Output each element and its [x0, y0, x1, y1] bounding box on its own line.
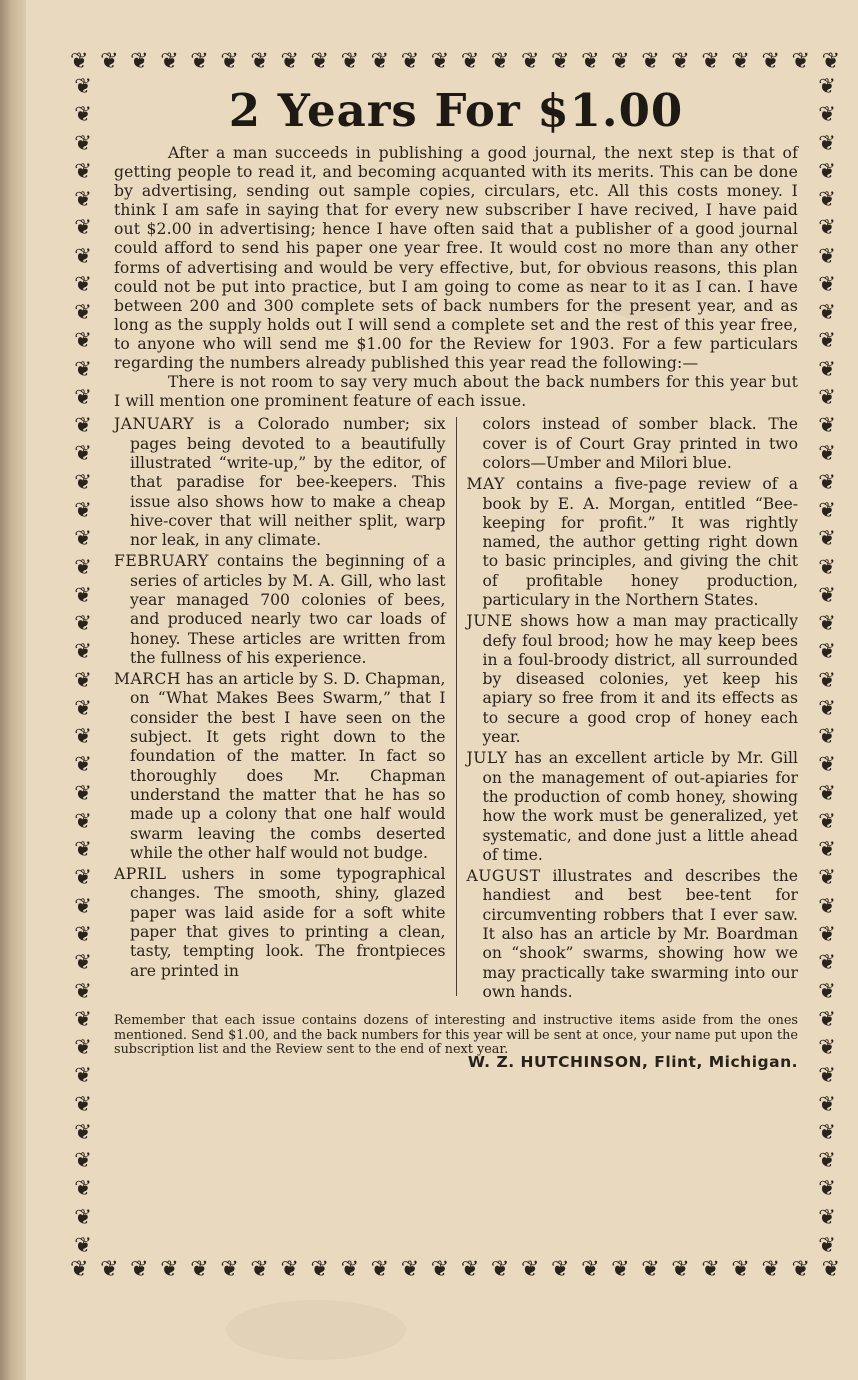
fleuron-ornament-icon: ❦: [340, 49, 359, 74]
fleuron-ornament-icon: ❦: [818, 865, 836, 890]
fleuron-ornament-icon: ❦: [430, 49, 450, 74]
fleuron-ornament-icon: ❦: [818, 187, 836, 212]
fleuron-ornament-icon: ❦: [701, 49, 720, 74]
fleuron-ornament-icon: ❦: [280, 1257, 299, 1282]
fleuron-ornament-icon: ❦: [280, 49, 299, 74]
border-ornament-top: [70, 48, 840, 76]
fleuron-ornament-icon: ❦: [74, 1232, 92, 1256]
fleuron-ornament-icon: ❦: [400, 49, 420, 74]
fleuron-ornament-icon: ❦: [791, 49, 810, 74]
fleuron-ornament-icon: ❦: [818, 950, 836, 975]
fleuron-ornament-icon: ❦: [74, 1176, 92, 1201]
fleuron-ornament-icon: ❦: [490, 1257, 510, 1282]
fleuron-ornament-icon: ❦: [818, 667, 836, 692]
fleuron-ornament-icon: ❦: [818, 1232, 836, 1256]
ornamental-border-frame: [70, 48, 840, 1284]
fleuron-ornament-icon: ❦: [74, 893, 92, 918]
fleuron-ornament-icon: ❦: [818, 130, 836, 155]
fleuron-ornament-icon: ❦: [74, 1063, 92, 1088]
fleuron-ornament-icon: ❦: [818, 1148, 836, 1173]
fleuron-ornament-icon: ❦: [74, 130, 92, 155]
fleuron-ornament-icon: ❦: [250, 49, 269, 74]
fleuron-ornament-icon: ❦: [818, 1204, 836, 1229]
left-column: [114, 415, 456, 1004]
headline: 2 Years For $1.00: [228, 84, 684, 137]
fleuron-ornament-icon: ❦: [74, 950, 92, 975]
fleuron-ornament-icon: ❦: [818, 639, 836, 664]
book-binding-edge: [0, 0, 27, 1380]
fleuron-ornament-icon: ❦: [74, 582, 92, 607]
fleuron-ornament-icon: ❦: [818, 724, 836, 749]
fleuron-ornament-icon: ❦: [220, 49, 239, 74]
fleuron-ornament-icon: ❦: [520, 1257, 540, 1282]
fleuron-ornament-icon: ❦: [190, 1257, 209, 1282]
fleuron-ornament-icon: ❦: [611, 49, 630, 74]
fleuron-ornament-icon: ❦: [581, 1257, 600, 1282]
fleuron-ornament-icon: ❦: [818, 441, 836, 466]
intro-text: [114, 144, 798, 411]
fleuron-ornament-icon: ❦: [818, 582, 836, 607]
border-ornament-left: [70, 76, 96, 1256]
fleuron-ornament-icon: ❦: [74, 978, 92, 1003]
fleuron-ornament-icon: ❦: [74, 554, 92, 579]
fleuron-ornament-icon: ❦: [611, 1257, 630, 1282]
fleuron-ornament-icon: ❦: [581, 49, 600, 74]
fleuron-ornament-icon: ❦: [818, 271, 836, 296]
fleuron-ornament-icon: ❦: [791, 1257, 810, 1282]
fleuron-ornament-icon: ❦: [74, 921, 92, 946]
fleuron-ornament-icon: ❦: [818, 611, 836, 636]
advertisement-content: [114, 84, 798, 1072]
fleuron-ornament-icon: ❦: [761, 49, 780, 74]
fleuron-ornament-icon: ❦: [74, 1204, 92, 1229]
fleuron-ornament-icon: ❦: [74, 243, 92, 268]
fleuron-ornament-icon: ❦: [818, 1006, 836, 1031]
fleuron-ornament-icon: ❦: [818, 413, 836, 438]
fleuron-ornament-icon: ❦: [74, 328, 92, 353]
fleuron-ornament-icon: ❦: [74, 497, 92, 522]
fleuron-ornament-icon: ❦: [74, 752, 92, 777]
fleuron-ornament-icon: ❦: [490, 49, 510, 74]
issue-columns: [114, 415, 798, 1004]
intro-paragraph: There is not room to say very much about the back numbers for this year but I will mention one prominent feature of each issue.: [114, 373, 798, 411]
fleuron-ornament-icon: ❦: [761, 1257, 780, 1282]
fleuron-ornament-icon: ❦: [818, 356, 836, 381]
fleuron-ornament-icon: ❦: [671, 1257, 690, 1282]
fleuron-ornament-icon: ❦: [818, 752, 836, 777]
fleuron-ornament-icon: ❦: [460, 49, 480, 74]
fleuron-ornament-icon: ❦: [74, 865, 92, 890]
fleuron-ornament-icon: ❦: [671, 49, 690, 74]
fleuron-ornament-icon: ❦: [370, 49, 390, 74]
issue-entry-august: AUGUST illustrates and describes the handiest and best bee-tent for circumventing robbers that I ever saw. It also has an article by Mr. Boardman on “shook” swarms, showing how we may practically take swarming into our own hands.: [466, 867, 798, 1001]
fleuron-ornament-icon: ❦: [70, 1257, 89, 1282]
fleuron-ornament-icon: ❦: [74, 187, 92, 212]
fleuron-ornament-icon: ❦: [818, 469, 836, 494]
fleuron-ornament-icon: ❦: [74, 76, 92, 98]
fleuron-ornament-icon: ❦: [74, 1006, 92, 1031]
fleuron-ornament-icon: ❦: [340, 1257, 359, 1282]
fleuron-ornament-icon: ❦: [821, 1257, 840, 1282]
fleuron-ornament-icon: ❦: [74, 356, 92, 381]
fleuron-ornament-icon: ❦: [74, 271, 92, 296]
fleuron-ornament-icon: ❦: [100, 49, 119, 74]
fleuron-ornament-icon: ❦: [74, 215, 92, 240]
fleuron-ornament-icon: ❦: [731, 1257, 750, 1282]
fleuron-ornament-icon: ❦: [74, 300, 92, 325]
fleuron-ornament-icon: ❦: [220, 1257, 239, 1282]
fleuron-ornament-icon: ❦: [818, 837, 836, 862]
fleuron-ornament-icon: ❦: [130, 1257, 149, 1282]
closing-notice: Remember that each issue contains dozens of interesting and instructive items aside from the ones mentioned. Send $1.00, and the back numbers for this year will be sent at once, your name put upon the subscription list and the Review sent to the end of next year. W. Z. HUTCHINSON, Flint, Michigan.: [114, 1013, 798, 1072]
fleuron-ornament-icon: ❦: [74, 469, 92, 494]
fleuron-ornament-icon: ❦: [818, 243, 836, 268]
fleuron-ornament-icon: ❦: [818, 893, 836, 918]
fleuron-ornament-icon: ❦: [370, 1257, 390, 1282]
fleuron-ornament-icon: ❦: [821, 49, 840, 74]
issue-entry-june: JUNE shows how a man may practically defy foul brood; how he may keep bees in a foul-broody district, all surrounded by diseased colonies, yet keep his apiary so free from it and its effects as to secure a good crop of honey each year.: [466, 612, 798, 747]
fleuron-ornament-icon: ❦: [70, 49, 89, 74]
fleuron-ornament-icon: ❦: [818, 384, 836, 409]
issue-entry-february: FEBRUARY contains the beginning of a series of articles by M. A. Gill, who last year managed 700 colonies of bees, and produced nearly two car loads of honey. These articles are written from the fullness of his experience.: [114, 552, 446, 667]
fleuron-ornament-icon: ❦: [74, 695, 92, 720]
page: [26, 0, 858, 1380]
fleuron-ornament-icon: ❦: [818, 808, 836, 833]
fleuron-ornament-icon: ❦: [74, 158, 92, 183]
fleuron-ornament-icon: ❦: [430, 1257, 450, 1282]
fleuron-ornament-icon: ❦: [701, 1257, 720, 1282]
fleuron-ornament-icon: ❦: [818, 780, 836, 805]
fleuron-ornament-icon: ❦: [160, 49, 179, 74]
fleuron-ornament-icon: ❦: [818, 1063, 836, 1088]
fleuron-ornament-icon: ❦: [74, 780, 92, 805]
fleuron-ornament-icon: ❦: [818, 1035, 836, 1060]
fleuron-ornament-icon: ❦: [551, 49, 570, 74]
fleuron-ornament-icon: ❦: [74, 837, 92, 862]
right-column: [457, 415, 799, 1004]
fleuron-ornament-icon: ❦: [460, 1257, 480, 1282]
fleuron-ornament-icon: ❦: [818, 102, 836, 127]
signature: W. Z. HUTCHINSON, Flint, Michigan.: [467, 1053, 798, 1072]
fleuron-ornament-icon: ❦: [74, 611, 92, 636]
fleuron-ornament-icon: ❦: [74, 102, 92, 127]
paper-stain: [226, 1300, 406, 1360]
fleuron-ornament-icon: ❦: [400, 1257, 420, 1282]
fleuron-ornament-icon: ❦: [310, 1257, 329, 1282]
issue-entry-april-continued: colors instead of somber black. The cover is of Court Gray printed in two colors—Umber and Milori blue.: [482, 415, 798, 472]
fleuron-ornament-icon: ❦: [130, 49, 149, 74]
issue-entry-march: MARCH has an article by S. D. Chapman, on “What Makes Bees Swarm,” that I consider the best I have seen on the subject. It gets right down to the foundation of the matter. In fact so thoroughly does Mr. Chapman understand the matter that he has so made up a colony that one half would swarm leaving the combs deserted while the other half would not budge.: [114, 670, 446, 862]
fleuron-ornament-icon: ❦: [250, 1257, 269, 1282]
fleuron-ornament-icon: ❦: [190, 49, 209, 74]
fleuron-ornament-icon: ❦: [818, 1091, 836, 1116]
fleuron-ornament-icon: ❦: [818, 158, 836, 183]
fleuron-ornament-icon: ❦: [74, 526, 92, 551]
intro-paragraph: After a man succeeds in publishing a good journal, the next step is that of getting people to read it, and becoming acquanted with its merits. This can be done by advertising, sending out sample copies, circulars, etc. All this costs money. I think I am safe in saying that for every new subscriber I have recived, I have paid out $2.00 in advertising; hence I have often said that a publisher of a good journal could afford to send his paper one year free. It would cost no more than any other forms of advertising and would be very effective, but, for obvious reasons, this plan could not be put into practice, but I am going to come as near to it as I can. I have between 200 and 300 complete sets of back numbers for the present year, and as long as the supply holds out I will send a complete set and the rest of this year free, to anyone who will send me $1.00 for the Review for 1903. For a few particulars regarding the numbers already published this year read the following:—: [114, 144, 798, 373]
border-ornament-bottom: [70, 1256, 840, 1284]
issue-entry-january: JANUARY is a Colorado number; six pages being devoted to a beautifully illustrated “write-up,” by the editor, of that paradise for bee-keepers. This issue also shows how to make a cheap hive-cover that will neither split, warp nor leak, in any climate.: [114, 415, 446, 550]
fleuron-ornament-icon: ❦: [100, 1257, 119, 1282]
fleuron-ornament-icon: ❦: [310, 49, 329, 74]
fleuron-ornament-icon: ❦: [74, 808, 92, 833]
fleuron-ornament-icon: ❦: [74, 413, 92, 438]
fleuron-ornament-icon: ❦: [731, 49, 750, 74]
issue-entry-may: MAY contains a five-page review of a book by E. A. Morgan, entitled “Bee-keeping for profit.” It was rightly named, the author getting right down to basic principles, and giving the chit of profitable honey production, particulary in the Northern States.: [466, 475, 798, 609]
fleuron-ornament-icon: ❦: [818, 554, 836, 579]
fleuron-ornament-icon: ❦: [818, 695, 836, 720]
fleuron-ornament-icon: ❦: [641, 49, 660, 74]
fleuron-ornament-icon: ❦: [818, 921, 836, 946]
fleuron-ornament-icon: ❦: [74, 1091, 92, 1116]
fleuron-ornament-icon: ❦: [818, 978, 836, 1003]
fleuron-ornament-icon: ❦: [818, 497, 836, 522]
fleuron-ornament-icon: ❦: [74, 667, 92, 692]
fleuron-ornament-icon: ❦: [74, 1035, 92, 1060]
fleuron-ornament-icon: ❦: [160, 1257, 179, 1282]
fleuron-ornament-icon: ❦: [818, 300, 836, 325]
fleuron-ornament-icon: ❦: [818, 1119, 836, 1144]
fleuron-ornament-icon: ❦: [74, 1119, 92, 1144]
fleuron-ornament-icon: ❦: [551, 1257, 570, 1282]
issue-entry-april: APRIL ushers in some typographical changes. The smooth, shiny, glazed paper was laid aside for a soft white paper that gives to printing a clean, tasty, tempting look. The frontpieces are printed in: [114, 865, 446, 980]
fleuron-ornament-icon: ❦: [74, 639, 92, 664]
fleuron-ornament-icon: ❦: [520, 49, 540, 74]
fleuron-ornament-icon: ❦: [74, 384, 92, 409]
fleuron-ornament-icon: ❦: [818, 76, 836, 98]
fleuron-ornament-icon: ❦: [818, 328, 836, 353]
border-ornament-right: [814, 76, 840, 1256]
fleuron-ornament-icon: ❦: [74, 441, 92, 466]
issue-entry-july: JULY has an excellent article by Mr. Gill on the management of out-apiaries for the production of comb honey, showing how the work must be generalized, yet systematic, and done just a little ahead of time.: [466, 749, 798, 864]
fleuron-ornament-icon: ❦: [818, 526, 836, 551]
fleuron-ornament-icon: ❦: [74, 724, 92, 749]
fleuron-ornament-icon: ❦: [818, 1176, 836, 1201]
fleuron-ornament-icon: ❦: [818, 215, 836, 240]
fleuron-ornament-icon: ❦: [641, 1257, 660, 1282]
fleuron-ornament-icon: ❦: [74, 1148, 92, 1173]
